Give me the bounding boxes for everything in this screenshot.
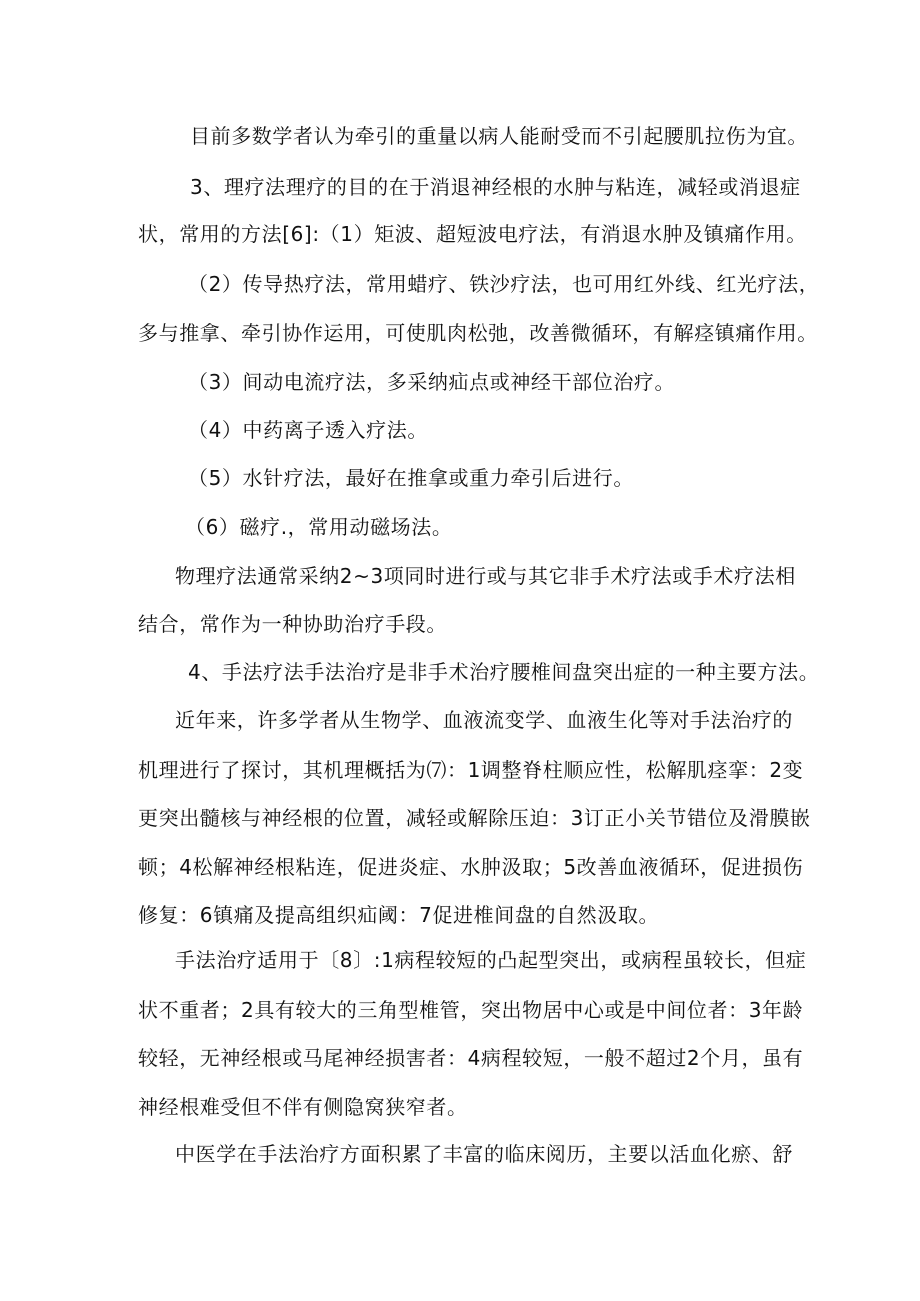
- text-line: 近年来，许多学者从生物学、血液流变学、血液生化等对手法治疗的: [175, 708, 793, 732]
- text-line: 顿；4松解神经根粘连，促进炎症、水肿汲取；5改善血液循环，促进损伤: [138, 855, 804, 879]
- text-line: 多与推拿、牵引协作运用，可使肌肉松弛，改善微循环，有解痉镇痛作用。: [138, 321, 818, 345]
- text-line: 目前多数学者认为牵引的重量以病人能耐受而不引起腰肌拉伤为宜。: [190, 124, 808, 148]
- text-line: （2）传导热疗法，常用蜡疗、铁沙疗法，也可用红外线、红光疗法，: [188, 272, 820, 296]
- text-line: 状，常用的方法[6]:（1）矩波、超短波电疗法，有消退水肿及镇痛作用。: [138, 222, 807, 246]
- text-line: 3、理疗法理疗的目的在于消退神经根的水肿与粘连，减轻或消退症: [190, 175, 801, 199]
- text-line: 较轻，无神经根或马尾神经损害者：4病程较短，一般不超过2个月，虽有: [138, 1046, 804, 1070]
- text-line: 物理疗法通常采纳2~3项同时进行或与其它非手术疗法或手术疗法相: [175, 564, 796, 588]
- text-line: 结合，常作为一种协助治疗手段。: [138, 612, 447, 636]
- text-line: 机理进行了探讨，其机理概括为⑺：1调整脊柱顺应性，松解肌痉挛：2变: [138, 758, 804, 782]
- text-line: 4、手法疗法手法治疗是非手术治疗腰椎间盘突出症的一种主要方法。: [188, 660, 820, 684]
- text-line: 更突出髓核与神经根的位置，减轻或解除压迫：3订正小关节错位及滑膜嵌: [138, 806, 811, 830]
- text-line: （3）间动电流疗法，多采纳疝点或神经干部位治疗。: [188, 370, 676, 394]
- text-line: 神经根难受但不伴有侧隐窝狭窄者。: [138, 1095, 468, 1119]
- text-line: （6）磁疗.，常用动磁场法。: [185, 515, 453, 539]
- text-line: 中医学在手法治疗方面积累了丰富的临床阅历，主要以活血化瘀、舒: [175, 1142, 793, 1166]
- text-line: （4）中药离子透入疗法。: [188, 418, 428, 442]
- text-line: 手法治疗适用于〔8〕:1病程较短的凸起型突出，或病程虽较长，但症: [175, 948, 807, 972]
- text-line: 修复：6镇痛及提高组织疝阈：7促进椎间盘的自然汲取。: [138, 903, 660, 927]
- text-line: （5）水针疗法，最好在推拿或重力牵引后进行。: [188, 466, 634, 490]
- text-line: 状不重者；2具有较大的三角型椎管，突出物居中心或是中间位者：3年龄: [138, 998, 804, 1022]
